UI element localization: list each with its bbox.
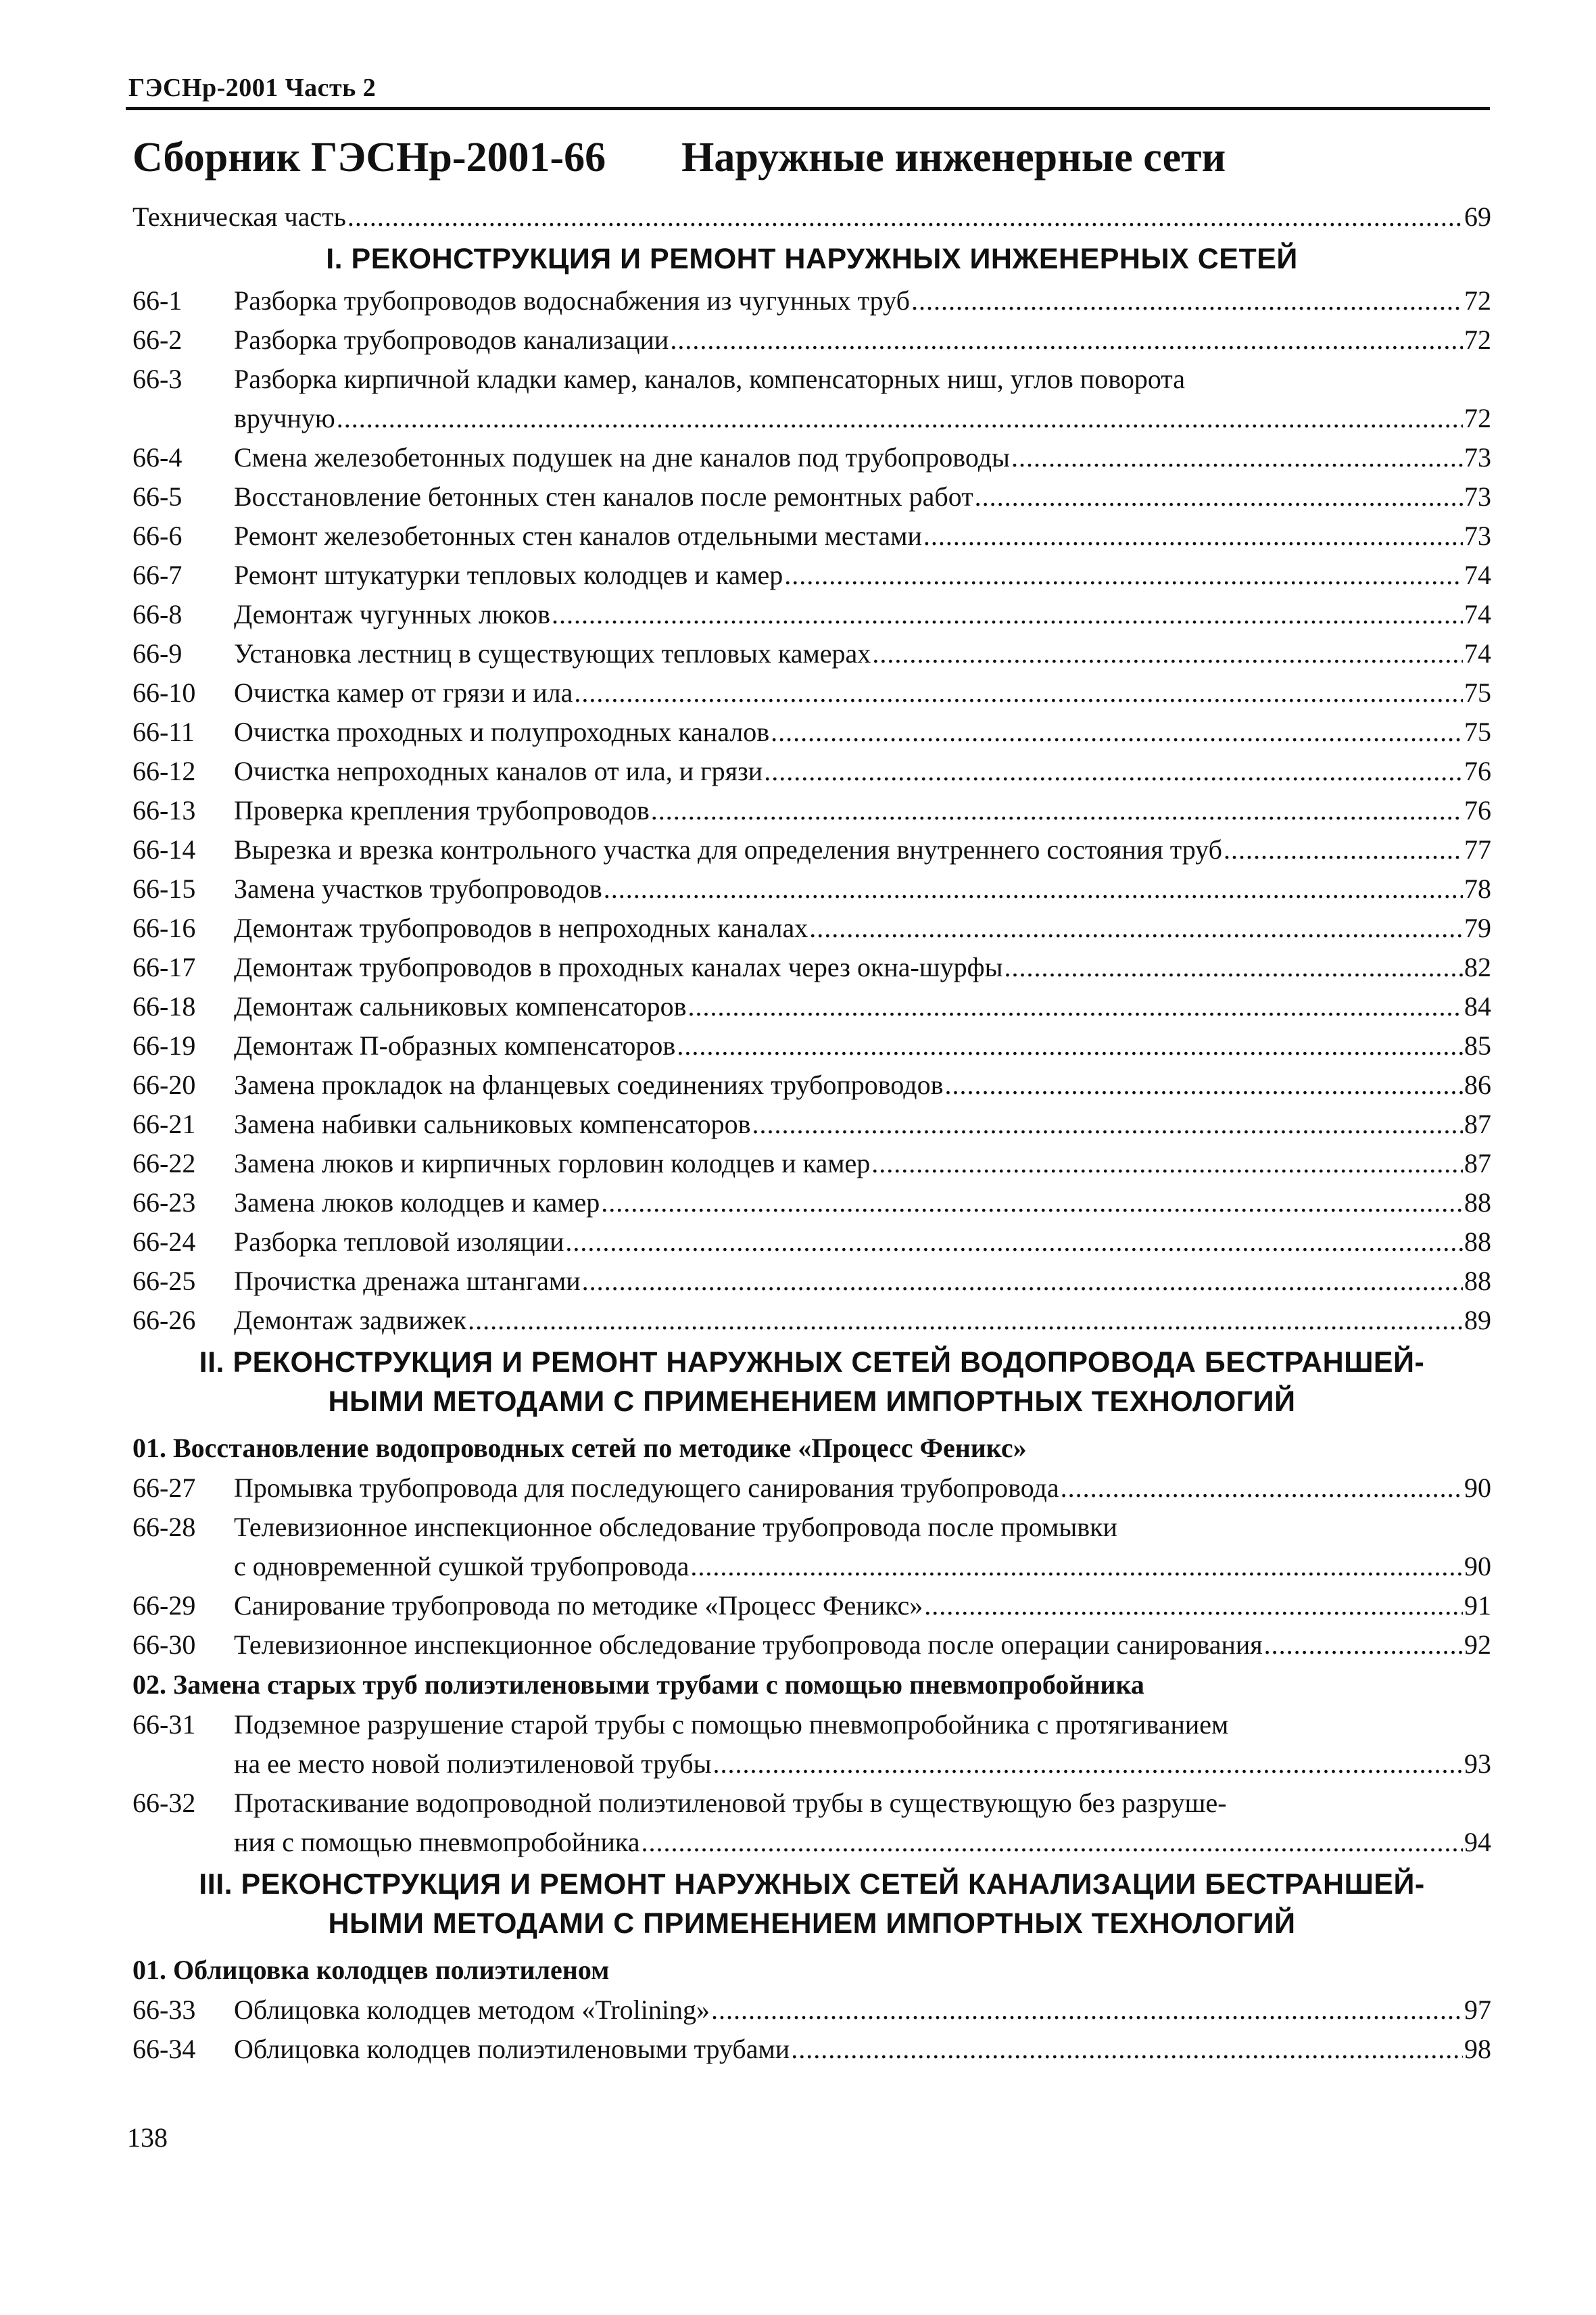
toc-entry-page: 82: [1464, 952, 1491, 982]
toc-entry-body: [234, 281, 1491, 320]
toc-entry-text: Установка лестниц в существующих тепловых камерах: [234, 638, 871, 669]
toc-entry-line: [234, 399, 1491, 438]
leader-dots: [565, 1222, 1463, 1262]
toc-entry[interactable]: [132, 1508, 1491, 1586]
section-2-sub-1-entries: [132, 1469, 1491, 1665]
toc-entry-body: [234, 477, 1491, 517]
toc-entry-text: Замена набивки сальниковых компенсаторов: [234, 1109, 751, 1139]
toc-entry-number: 66-2: [132, 325, 183, 355]
toc-entry-line: [234, 1144, 1491, 1183]
toc-entry-page: 90: [1464, 1473, 1491, 1503]
toc-entry[interactable]: [132, 2030, 1491, 2069]
toc-entry-text: Демонтаж задвижек: [234, 1305, 467, 1335]
toc-entry[interactable]: [132, 477, 1491, 517]
toc-entry-body: [234, 320, 1491, 360]
toc-entry-number: 66-17: [132, 952, 196, 982]
toc-entry-number: 66-32: [132, 1788, 196, 1818]
toc-entry-number: 66-12: [132, 756, 196, 786]
toc-entry-text-line-1: Подземное разрушение старой трубы с помощью пневмопробойника с протягиванием: [234, 1709, 1229, 1740]
toc-entry[interactable]: [132, 517, 1491, 556]
toc-entry-line: [234, 320, 1491, 360]
toc-entry-text: Техническая часть: [132, 201, 346, 232]
toc-entry[interactable]: [132, 869, 1491, 909]
toc-entry-line: [234, 1469, 1491, 1508]
toc-entry-body: [234, 1026, 1491, 1066]
toc-entry-line: [234, 909, 1491, 948]
leader-dots: [1011, 438, 1463, 477]
toc-entry-body: [234, 517, 1491, 556]
toc-entry-text: Телевизионное инспекционное обследование трубопровода после операции санирования: [234, 1629, 1263, 1660]
leader-dots: [784, 556, 1463, 595]
toc-entry-text: Очистка камер от грязи и ила: [234, 677, 573, 708]
toc-entry-page: 97: [1464, 1995, 1491, 2025]
toc-entry-line: [234, 752, 1491, 791]
toc-entry-number: 66-27: [132, 1473, 196, 1503]
toc-entry[interactable]: [132, 281, 1491, 320]
toc-entry-body: [234, 713, 1491, 752]
toc-entry-line: [234, 556, 1491, 595]
toc-entry-body: [234, 673, 1491, 713]
toc-entry-line: [234, 673, 1491, 713]
toc-entry-number: 66-24: [132, 1226, 196, 1257]
toc-entry[interactable]: [132, 1625, 1491, 1665]
toc-entry-number: 66-29: [132, 1590, 196, 1621]
leader-dots: [687, 987, 1463, 1026]
toc-entry-body: [234, 752, 1491, 791]
toc-entry-text-line-1: Разборка кирпичной кладки камер, каналов, компенсаторных ниш, углов поворота: [234, 364, 1186, 394]
toc-entry[interactable]: [132, 1144, 1491, 1183]
toc-entry-line: [234, 1823, 1491, 1862]
toc-entry-page: 89: [1464, 1305, 1491, 1335]
toc-entry[interactable]: [132, 1222, 1491, 1262]
toc-entry-number: 66-9: [132, 638, 183, 669]
toc-entry[interactable]: [132, 1705, 1491, 1784]
toc-entry-line: [234, 830, 1491, 869]
toc-entry-text: Санирование трубопровода по методике «Процесс Феникс»: [234, 1590, 923, 1621]
toc-entry[interactable]: [132, 1066, 1491, 1105]
toc-entry[interactable]: [132, 360, 1491, 438]
toc-entry-line: [234, 477, 1491, 517]
toc-entry-page: 90: [1464, 1551, 1491, 1581]
toc-entry-body: [234, 1469, 1491, 1508]
toc-entry-line: [234, 1066, 1491, 1105]
toc-entry[interactable]: [132, 1262, 1491, 1301]
section-3-heading: [132, 1862, 1491, 1950]
toc-entry-number: 66-3: [132, 364, 183, 394]
toc-entry-body: [234, 1508, 1491, 1586]
section-3-heading-line-1: III. РЕКОНСТРУКЦИЯ И РЕМОНТ НАРУЖНЫХ СЕТЕЙ КАНАЛИЗАЦИИ БЕСТРАНШЕЙ-: [199, 1868, 1425, 1901]
leader-dots: [651, 791, 1463, 830]
toc-entry[interactable]: [132, 320, 1491, 360]
running-head: ГЭСНр-2001 Часть 2: [128, 74, 377, 102]
toc-entry-body: [234, 2030, 1491, 2069]
toc-entry-page: 88: [1464, 1226, 1491, 1257]
toc-entry-page: 74: [1464, 560, 1491, 590]
toc-entry-page: 84: [1464, 991, 1491, 1022]
toc-entry-text: Прочистка дренажа штангами: [234, 1266, 581, 1296]
toc-entry-page: 74: [1464, 599, 1491, 629]
toc-entry-page: 73: [1464, 521, 1491, 551]
toc-entry[interactable]: [132, 1990, 1491, 2030]
toc-entry-text: Замена люков колодцев и камер: [234, 1187, 600, 1218]
toc-entry-line: [234, 1262, 1491, 1301]
toc-entry-body: [234, 1183, 1491, 1222]
toc-entry[interactable]: [132, 948, 1491, 987]
leader-dots: [764, 752, 1463, 791]
leader-dots: [975, 477, 1463, 517]
section-2-heading-line-2: НЫМИ МЕТОДАМИ С ПРИМЕНЕНИЕМ ИМПОРТНЫХ ТЕХНОЛОГИЙ: [328, 1385, 1296, 1418]
toc-entry-body: [234, 438, 1491, 477]
page-number: 138: [127, 2122, 168, 2153]
toc-entry-number: 66-34: [132, 2034, 196, 2064]
toc-entry-number: 66-19: [132, 1030, 196, 1061]
toc-entry-page: 74: [1464, 638, 1491, 669]
section-3-heading-line-2: НЫМИ МЕТОДАМИ С ПРИМЕНЕНИЕМ ИМПОРТНЫХ ТЕХНОЛОГИЙ: [328, 1907, 1296, 1940]
toc-entry-page: 77: [1464, 834, 1491, 865]
toc-entry-number: 66-1: [132, 285, 183, 316]
toc-entry-text: Очистка проходных и полупроходных каналов: [234, 717, 770, 747]
leader-dots: [924, 1586, 1463, 1625]
leader-dots: [1004, 948, 1463, 987]
toc-entry-body: [234, 1301, 1491, 1340]
leader-dots: [604, 869, 1463, 909]
leader-dots: [771, 713, 1463, 752]
toc-entry-number: 66-8: [132, 599, 183, 629]
toc-entry[interactable]: [132, 1586, 1491, 1625]
toc-entry-page: 88: [1464, 1266, 1491, 1296]
collection-label: Сборник ГЭСНр-2001-66: [132, 135, 606, 181]
toc-entry-line: [234, 1301, 1491, 1340]
toc-entry-number: 66-22: [132, 1148, 196, 1178]
toc-entry-number: 66-16: [132, 913, 196, 943]
toc-entry-number: 66-28: [132, 1512, 196, 1542]
toc-entry[interactable]: [132, 1301, 1491, 1340]
toc-entry-body: [234, 1262, 1491, 1301]
toc-entry-line: [234, 1586, 1491, 1625]
toc-entry-body: [234, 869, 1491, 909]
toc-entry-line: [234, 1990, 1491, 2030]
toc-entry-page: 72: [1464, 403, 1491, 433]
leader-dots: [944, 1066, 1463, 1105]
toc-entry-body: [234, 1144, 1491, 1183]
toc-entry-body: [234, 948, 1491, 987]
toc-entry-text: Смена железобетонных подушек на дне каналов под трубопроводы: [234, 442, 1010, 473]
section-1-entries: [132, 281, 1491, 1340]
leader-dots: [712, 1744, 1463, 1784]
toc-entry-number: 66-30: [132, 1629, 196, 1660]
toc-entry-text: Облицовка колодцев полиэтиленовыми трубами: [234, 2034, 790, 2064]
toc-entry[interactable]: [132, 1026, 1491, 1066]
section-2-subheading-1: 01. Восстановление водопроводных сетей по методике «Процесс Феникс»: [132, 1433, 1027, 1463]
leader-dots: [752, 1105, 1463, 1144]
leader-dots: [468, 1301, 1463, 1340]
leader-dots: [347, 197, 1463, 237]
toc-entry-text: Демонтаж сальниковых компенсаторов: [234, 991, 687, 1022]
toc-entry-text: Вырезка и врезка контрольного участка для определения внутреннего состояния труб: [234, 834, 1222, 865]
leader-dots: [872, 634, 1463, 673]
toc-entry-page: 91: [1464, 1590, 1491, 1621]
leader-dots: [337, 399, 1463, 438]
toc-entry-text-line-1: Протаскивание водопроводной полиэтиленовой трубы в существующую без разруше-: [234, 1788, 1227, 1818]
toc-entry[interactable]: [132, 595, 1491, 634]
leader-dots: [923, 517, 1463, 556]
toc-entry-text: Демонтаж трубопроводов в проходных каналах через окна-шурфы: [234, 952, 1003, 982]
toc-entry-line: [234, 281, 1491, 320]
section-1-heading: I. РЕКОНСТРУКЦИЯ И РЕМОНТ НАРУЖНЫХ ИНЖЕНЕРНЫХ СЕТЕЙ: [326, 243, 1298, 275]
toc-entry-text: Очистка непроходных каналов от ила, и грязи: [234, 756, 763, 786]
toc-entry-page: 75: [1464, 717, 1491, 747]
toc-entry-line: [234, 438, 1491, 477]
toc-entry[interactable]: [132, 752, 1491, 791]
toc-entry-line: [234, 869, 1491, 909]
section-2-subheading-2: 02. Замена старых труб полиэтиленовыми трубами с помощью пневмопробойника: [132, 1669, 1144, 1700]
toc-entry[interactable]: [132, 909, 1491, 948]
toc-entry-page: 88: [1464, 1187, 1491, 1218]
toc-entry-text: Промывка трубопровода для последующего санирования трубопровода: [234, 1473, 1059, 1503]
toc-entry-page: 87: [1464, 1148, 1491, 1178]
toc-entry-body: [234, 791, 1491, 830]
toc-entry[interactable]: [132, 438, 1491, 477]
toc-entry[interactable]: [132, 1105, 1491, 1144]
toc-entry-body: [234, 1586, 1491, 1625]
leader-dots: [677, 1026, 1463, 1066]
toc-entry-page: 87: [1464, 1109, 1491, 1139]
toc-entry-page: 98: [1464, 2034, 1491, 2064]
toc-entry-line: [234, 1222, 1491, 1262]
toc-entry-body: [234, 1105, 1491, 1144]
leader-dots: [1224, 830, 1463, 869]
section-3-subheading-1: 01. Облицовка колодцев полиэтиленом: [132, 1955, 610, 1985]
toc-entry-body: [234, 987, 1491, 1026]
toc-entry[interactable]: [132, 1469, 1491, 1508]
toc-entry-text: Разборка трубопроводов канализации: [234, 325, 669, 355]
toc-entry-body: [234, 1784, 1491, 1862]
toc-entry-body: [234, 830, 1491, 869]
toc-entry-body: [234, 360, 1491, 438]
toc-entry-page: 93: [1464, 1748, 1491, 1779]
page-title: [132, 134, 1226, 182]
toc-entry-page: 76: [1464, 756, 1491, 786]
toc-entry-page: 78: [1464, 874, 1491, 904]
table-of-contents: [132, 197, 1491, 2069]
toc-entry-body: [234, 1222, 1491, 1262]
toc-entry-number: 66-33: [132, 1995, 196, 2025]
toc-entry-number: 66-23: [132, 1187, 196, 1218]
toc-entry-body: [234, 634, 1491, 673]
toc-entry-page: 79: [1464, 913, 1491, 943]
leader-dots: [911, 281, 1463, 320]
toc-entry-page: 94: [1464, 1827, 1491, 1857]
toc-entry-text: Демонтаж трубопроводов в непроходных каналах: [234, 913, 808, 943]
toc-entry-body: [234, 595, 1491, 634]
toc-entry-number: 66-5: [132, 481, 183, 512]
toc-entry-page: 72: [1464, 285, 1491, 316]
toc-entry-body: [234, 1066, 1491, 1105]
toc-entry-text: Восстановление бетонных стен каналов после ремонтных работ: [234, 481, 973, 512]
toc-entry-text: Замена участков трубопроводов: [234, 874, 602, 904]
toc-entry[interactable]: [132, 987, 1491, 1026]
toc-entry-number: 66-4: [132, 442, 183, 473]
toc-entry[interactable]: [132, 1784, 1491, 1862]
toc-entry-number: 66-11: [132, 717, 195, 747]
toc-entry-page: 92: [1464, 1629, 1491, 1660]
section-3-sub-1-entries: [132, 1990, 1491, 2069]
toc-entry-page: 86: [1464, 1070, 1491, 1100]
toc-entry-body: [234, 1625, 1491, 1665]
toc-entry-text: Проверка крепления трубопроводов: [234, 795, 650, 826]
toc-entry-text: Демонтаж П-образных компенсаторов: [234, 1030, 676, 1061]
leader-dots: [582, 1262, 1463, 1301]
toc-entry-number: 66-20: [132, 1070, 196, 1100]
toc-entry-number: 66-21: [132, 1109, 196, 1139]
collection-title: Наружные инженерные сети: [681, 135, 1226, 181]
leader-dots: [711, 1990, 1463, 2030]
toc-entry-text: Замена прокладок на фланцевых соединениях трубопроводов: [234, 1070, 944, 1100]
toc-entry-line: [234, 595, 1491, 634]
toc-entry-number: 66-7: [132, 560, 183, 590]
header-rule: [126, 107, 1490, 110]
section-2-heading-line-1: II. РЕКОНСТРУКЦИЯ И РЕМОНТ НАРУЖНЫХ СЕТЕЙ ВОДОПРОВОДА БЕСТРАНШЕЙ-: [199, 1346, 1425, 1379]
toc-entry[interactable]: [132, 791, 1491, 830]
toc-entry-number: 66-25: [132, 1266, 196, 1296]
toc-entry-text: с одновременной сушкой трубопровода: [234, 1551, 690, 1581]
toc-entry-line: [234, 948, 1491, 987]
toc-entry-text: Ремонт железобетонных стен каналов отдельными местами: [234, 521, 922, 551]
toc-entry-text: Ремонт штукатурки тепловых колодцев и камер: [234, 560, 783, 590]
leader-dots: [871, 1144, 1463, 1183]
toc-entry-line: [234, 791, 1491, 830]
toc-entry-line: [234, 1183, 1491, 1222]
leader-dots: [670, 320, 1463, 360]
leader-dots: [809, 909, 1463, 948]
toc-entry-page: 75: [1464, 677, 1491, 708]
toc-entry-body: [234, 556, 1491, 595]
toc-entry-line: [234, 1625, 1491, 1665]
toc-entry-number: 66-31: [132, 1709, 196, 1740]
toc-entry-text: на ее место новой полиэтиленовой трубы: [234, 1748, 712, 1779]
toc-entry-text-line-1: Телевизионное инспекционное обследование трубопровода после промывки: [234, 1512, 1117, 1542]
toc-entry[interactable]: [132, 1183, 1491, 1222]
toc-entry[interactable]: [132, 634, 1491, 673]
toc-entry-text: Замена люков и кирпичных горловин колодцев и камер: [234, 1148, 871, 1178]
toc-entry-page: 73: [1464, 442, 1491, 473]
leader-dots: [1061, 1469, 1463, 1508]
toc-entry-line: [234, 634, 1491, 673]
toc-entry-line: [234, 2030, 1491, 2069]
toc-entry[interactable]: [132, 556, 1491, 595]
toc-entry-number: 66-15: [132, 874, 196, 904]
toc-entry-number: 66-13: [132, 795, 196, 826]
leader-dots: [642, 1823, 1464, 1862]
toc-entry-body: [234, 909, 1491, 948]
toc-entry-text: ния с помощью пневмопробойника: [234, 1827, 640, 1857]
toc-entry-body: [234, 1705, 1491, 1784]
toc-entry-technical-part[interactable]: [132, 197, 1491, 237]
toc-entry-line: [234, 1026, 1491, 1066]
toc-entry-text: Демонтаж чугунных люков: [234, 599, 550, 629]
toc-entry-page: 73: [1464, 481, 1491, 512]
leader-dots: [1264, 1625, 1463, 1665]
toc-entry-line: [234, 1105, 1491, 1144]
toc-entry-page: 85: [1464, 1030, 1491, 1061]
toc-entry-page: 76: [1464, 795, 1491, 826]
toc-entry-number: 66-10: [132, 677, 196, 708]
leader-dots: [574, 673, 1463, 713]
toc-entry-line: [234, 1547, 1491, 1586]
toc-entry-number: 66-26: [132, 1305, 196, 1335]
toc-entry-line: [234, 1744, 1491, 1784]
leader-dots: [552, 595, 1463, 634]
toc-entry-line: [234, 517, 1491, 556]
leader-dots: [690, 1547, 1463, 1586]
toc-entry-page: 69: [1464, 201, 1491, 232]
toc-entry[interactable]: [132, 673, 1491, 713]
section-2-heading: [132, 1340, 1491, 1428]
leader-dots: [601, 1183, 1463, 1222]
toc-entry-body: [234, 1990, 1491, 2030]
toc-entry-line: [234, 987, 1491, 1026]
toc-entry-text: Облицовка колодцев методом «Trolining»: [234, 1995, 710, 2025]
toc-entry-text: Разборка трубопроводов водоснабжения из чугунных труб: [234, 285, 910, 316]
toc-entry-text: Разборка тепловой изоляции: [234, 1226, 564, 1257]
section-2-sub-2-entries: [132, 1705, 1491, 1862]
toc-entry[interactable]: [132, 830, 1491, 869]
leader-dots: [791, 2030, 1463, 2069]
toc-entry-page: 72: [1464, 325, 1491, 355]
toc-entry-line: [234, 713, 1491, 752]
toc-entry-number: 66-18: [132, 991, 196, 1022]
toc-entry-text: вручную: [234, 403, 335, 433]
toc-entry-number: 66-14: [132, 834, 196, 865]
toc-entry[interactable]: [132, 713, 1491, 752]
toc-entry-number: 66-6: [132, 521, 183, 551]
